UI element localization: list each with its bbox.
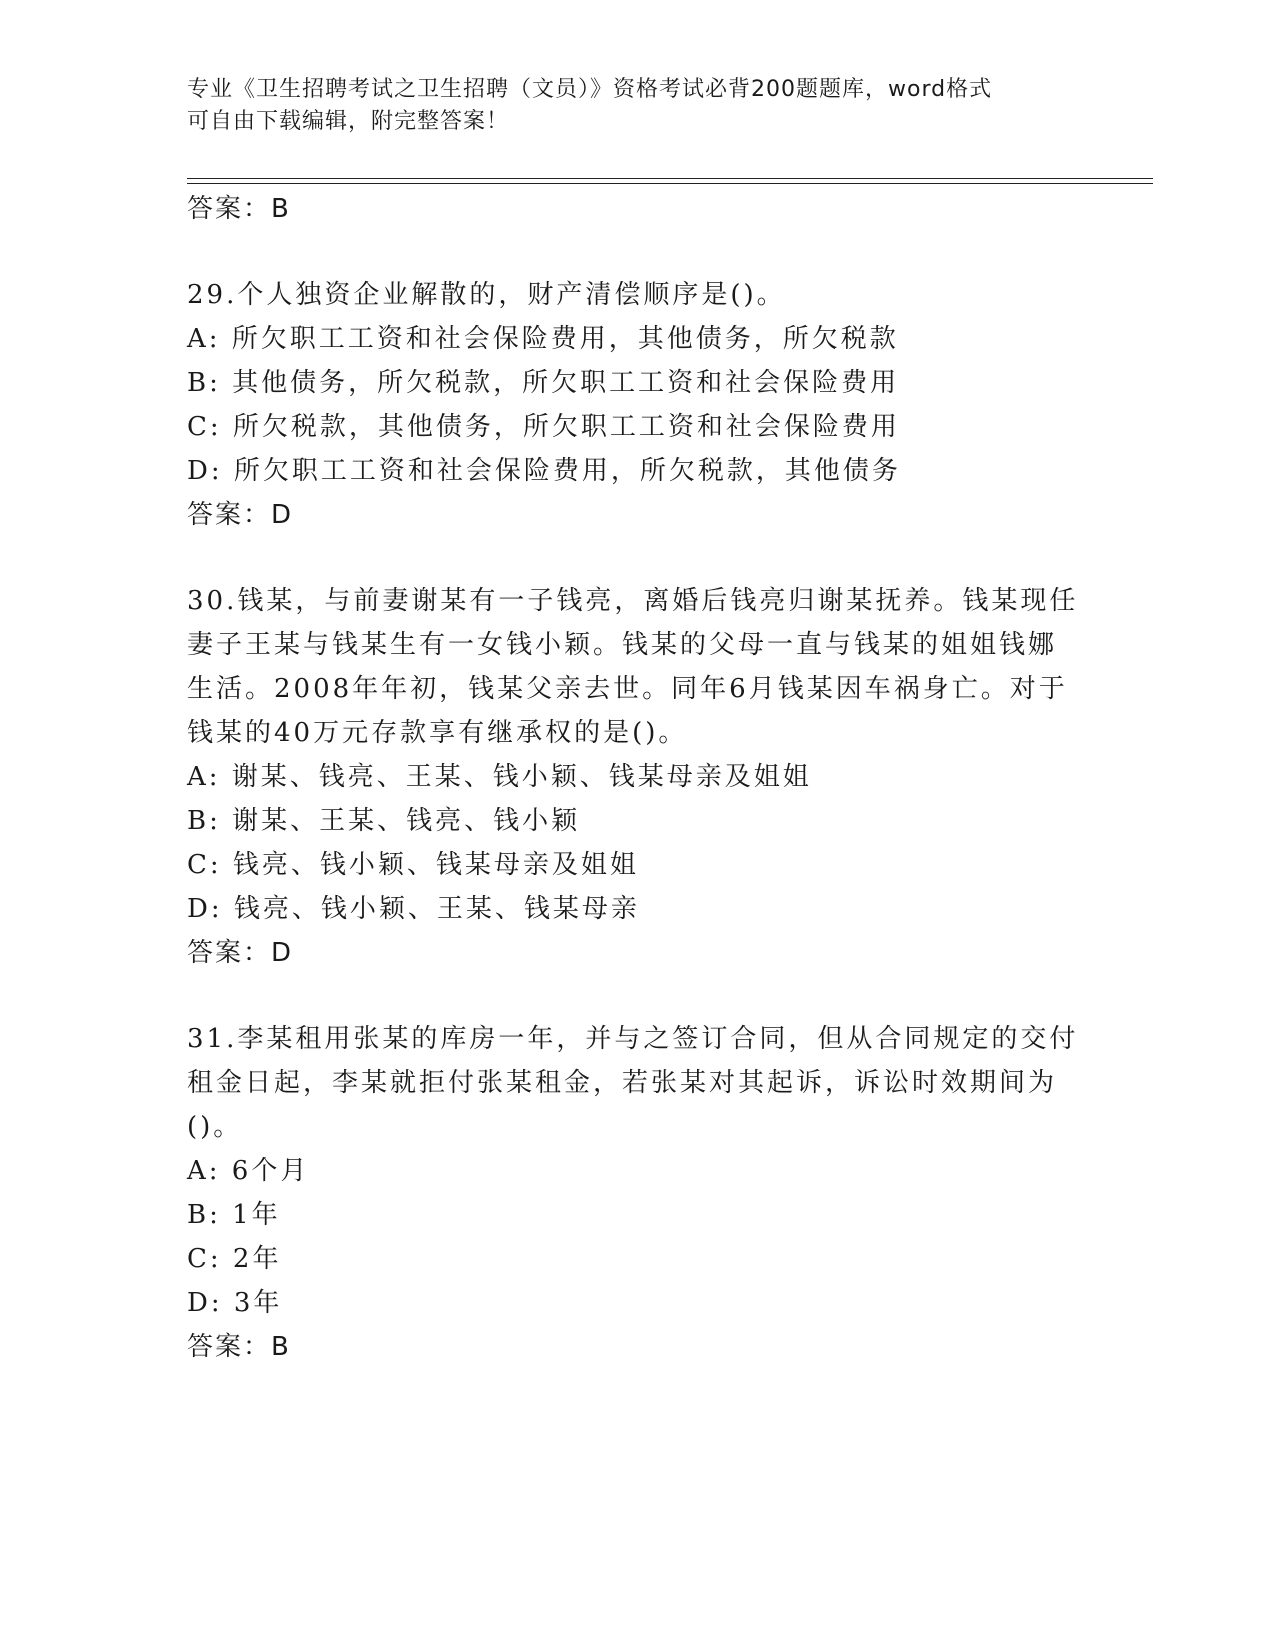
question-29-answer: 答案：D [187, 500, 294, 530]
previous-answer: 答案：B [187, 194, 291, 224]
question-29-option-a: A: 所欠职工工资和社会保险费用，其他债务，所欠税款 [187, 324, 899, 354]
question-30-stem-line-2: 妻子王某与钱某生有一女钱小颖。钱某的父母一直与钱某的姐姐钱娜 [187, 630, 1058, 660]
question-29-stem: 29.个人独资企业解散的，财产清偿顺序是()。 [187, 280, 786, 310]
document-header [187, 74, 1067, 138]
question-31-option-c: C: 2年 [187, 1244, 282, 1274]
header-line-2: 可自由下载编辑，附完整答案！ [187, 109, 510, 134]
question-30-option-a: A: 谢某、钱亮、王某、钱小颖、钱某母亲及姐姐 [187, 762, 812, 792]
header-divider-bottom [187, 183, 1153, 184]
question-31-option-b: B: 1年 [187, 1200, 281, 1230]
question-30-option-c: C: 钱亮、钱小颖、钱某母亲及姐姐 [187, 850, 639, 880]
question-31-stem-line-3: ()。 [187, 1112, 243, 1142]
question-29-option-b: B: 其他债务，所欠税款，所欠职工工资和社会保险费用 [187, 368, 900, 398]
question-29-option-c: C: 所欠税款，其他债务，所欠职工工资和社会保险费用 [187, 412, 900, 442]
question-30-stem-line-4: 钱某的40万元存款享有继承权的是()。 [187, 718, 688, 748]
question-31-option-a: A: 6个月 [187, 1156, 310, 1186]
question-30-stem-line-3: 生活。2008年年初，钱某父亲去世。同年6月钱某因车祸身亡。对于 [187, 674, 1068, 704]
question-30-option-b: B: 谢某、王某、钱亮、钱小颖 [187, 806, 581, 836]
question-30-stem-line-1: 30.钱某，与前妻谢某有一子钱亮，离婚后钱亮归谢某抚养。钱某现任 [187, 586, 1079, 616]
question-29-option-d: D: 所欠职工工资和社会保险费用，所欠税款，其他债务 [187, 456, 901, 486]
question-30-option-d: D: 钱亮、钱小颖、王某、钱某母亲 [187, 894, 640, 924]
question-31-option-d: D: 3年 [187, 1288, 283, 1318]
question-31-stem-line-2: 租金日起，李某就拒付张某租金，若张某对其起诉，诉讼时效期间为 [187, 1068, 1058, 1098]
header-line-1: 专业《卫生招聘考试之卫生招聘（文员）》资格考试必背200题题库，word格式 [187, 77, 993, 102]
question-31-answer: 答案：B [187, 1332, 291, 1362]
header-divider-top [187, 178, 1153, 179]
question-31-stem-line-1: 31.李某租用张某的库房一年，并与之签订合同，但从合同规定的交付 [187, 1024, 1079, 1054]
question-30-answer: 答案：D [187, 938, 294, 968]
